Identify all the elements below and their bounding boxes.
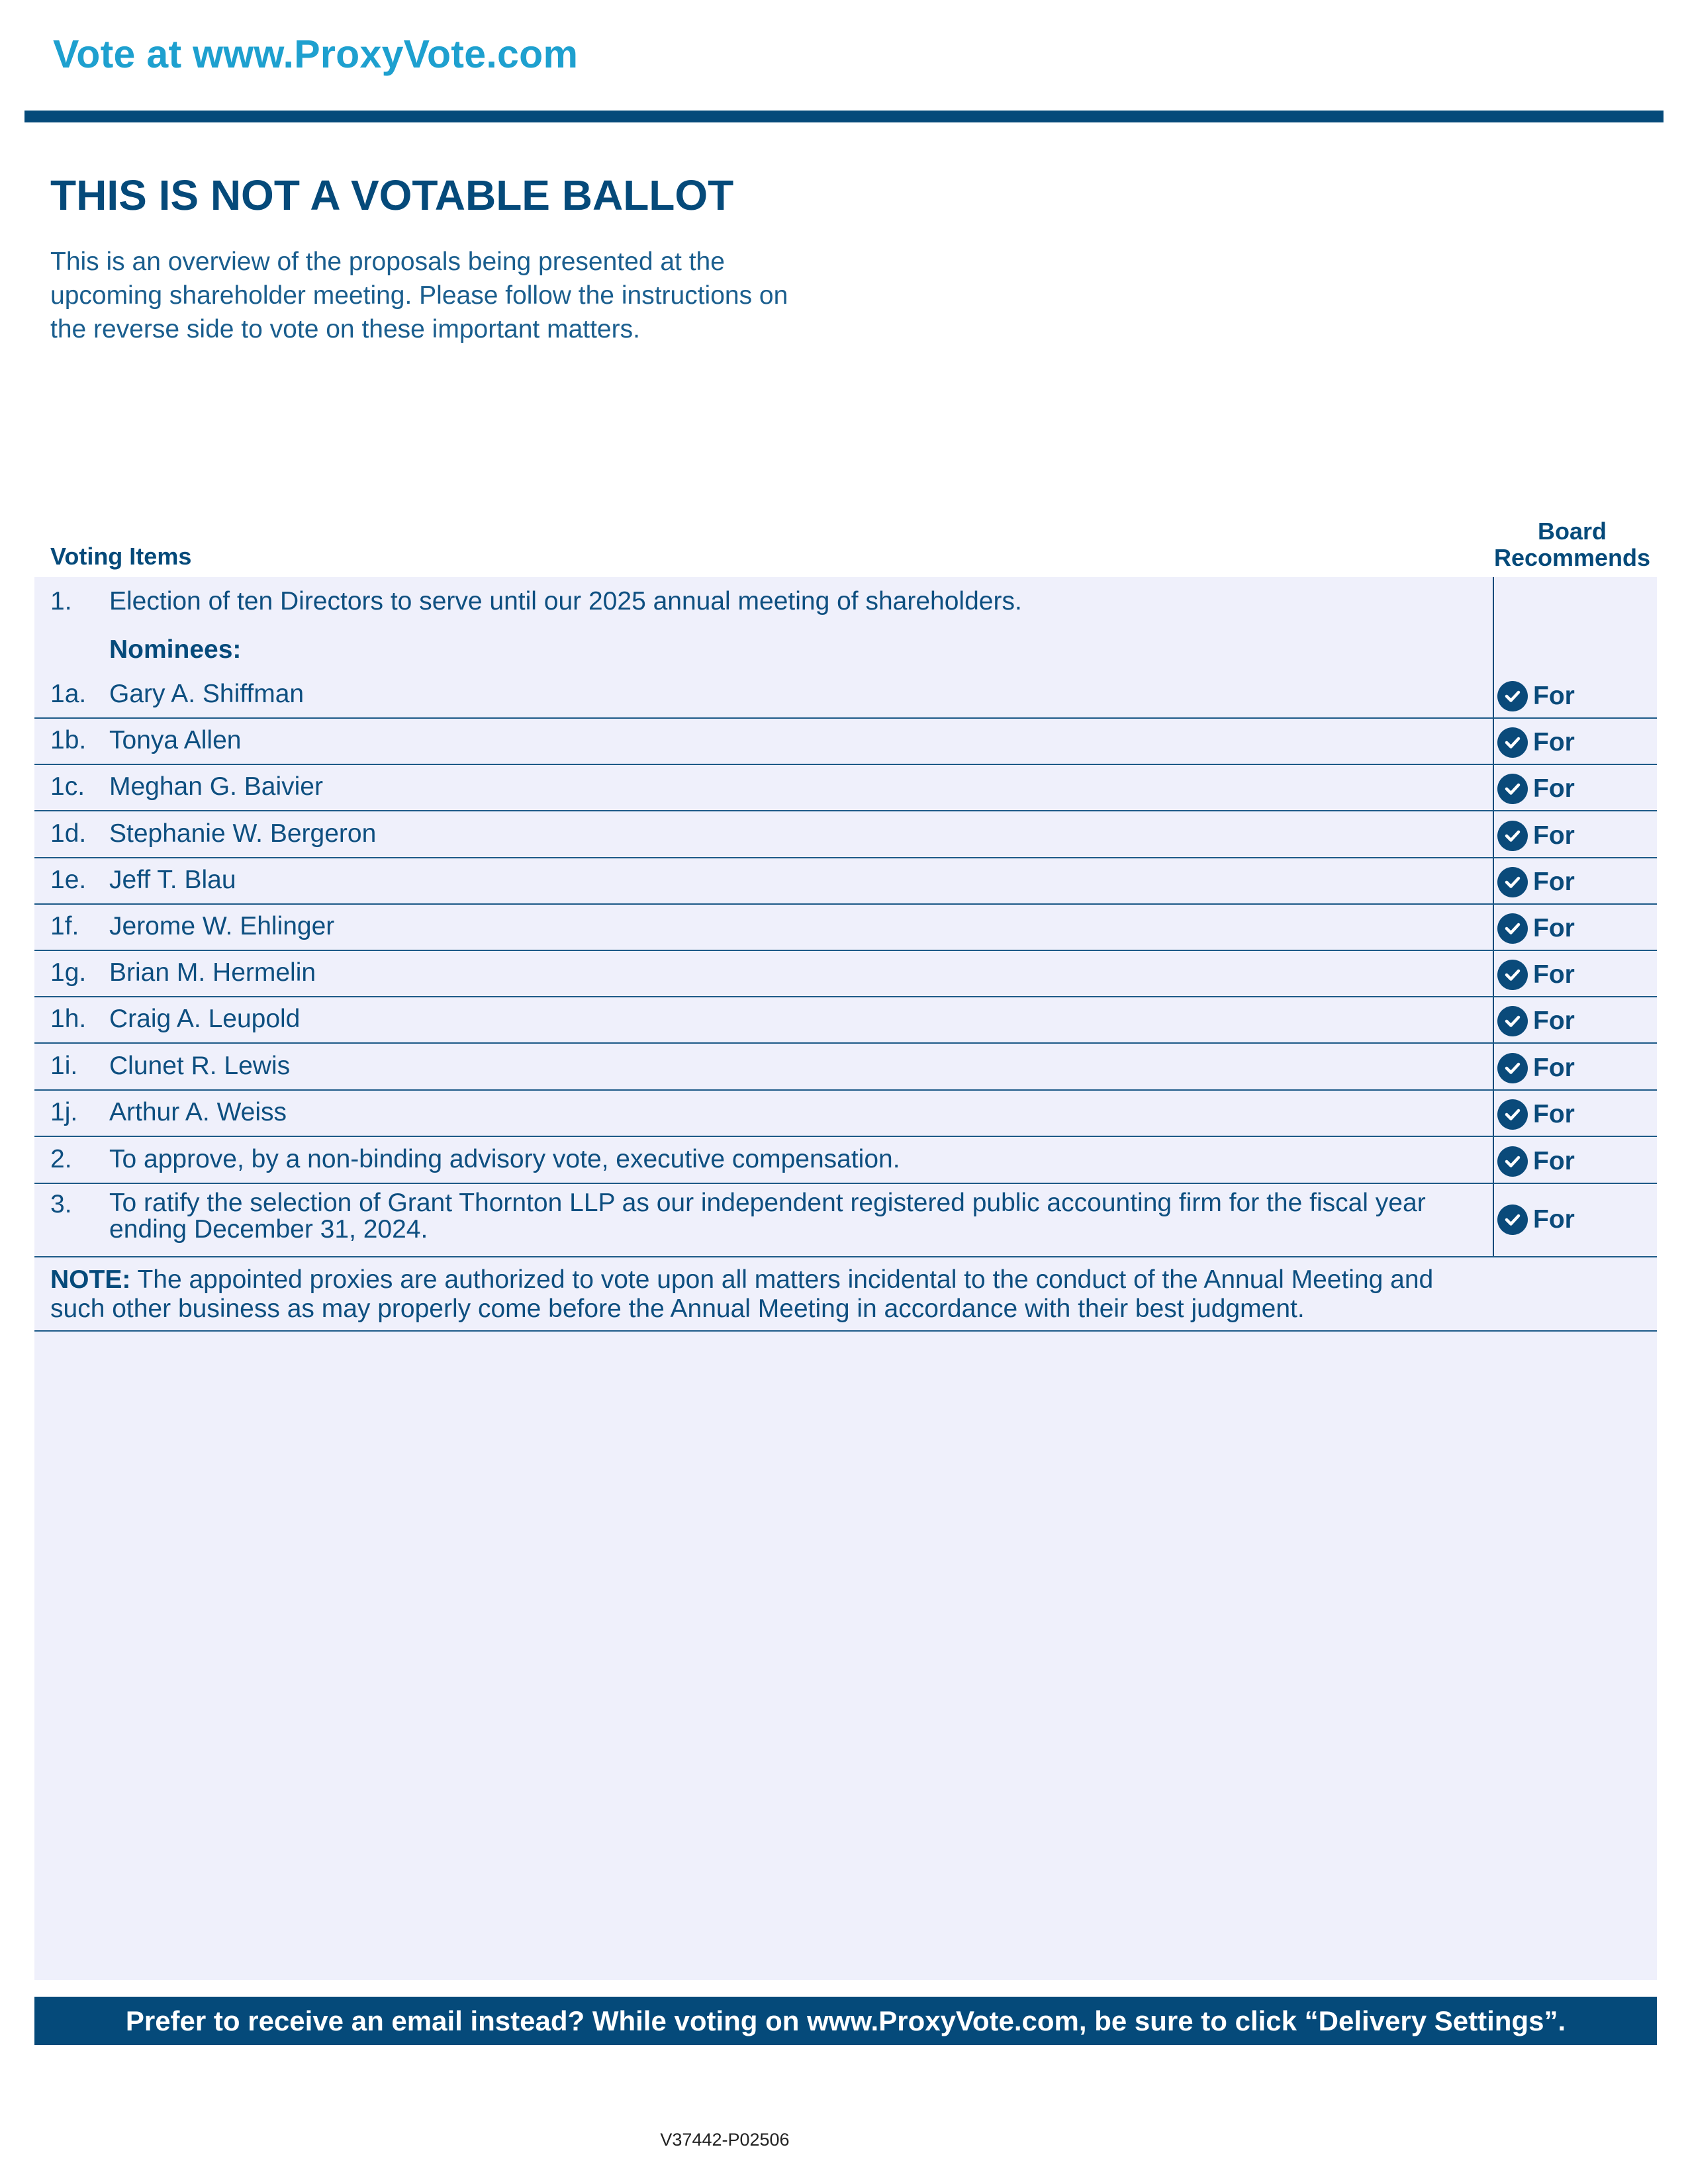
proposal-number: 3. xyxy=(50,1190,72,1218)
nominee-number: 1e. xyxy=(50,866,87,894)
row-divider xyxy=(34,717,1657,719)
note-text: The appointed proxies are authorized to vote upon all matters incidental to the conduct of the Annual Meeting and such other business as may properly come before the Annual Meeting in accordance with their best judgment. xyxy=(50,1265,1434,1323)
nominee-name: Brian M. Hermelin xyxy=(109,958,316,987)
recommendation-label: For xyxy=(1533,914,1575,942)
check-circle-icon xyxy=(1497,1099,1528,1130)
board-recommendation xyxy=(1497,1203,1575,1236)
recommendation-label: For xyxy=(1533,774,1575,803)
proposal-text: To approve, by a non-binding advisory vote, executive compensation. xyxy=(109,1145,900,1173)
nominee-name: Jerome W. Ehlinger xyxy=(109,912,335,940)
nominee-name: Meghan G. Baivier xyxy=(109,772,323,801)
board-recommendation xyxy=(1497,1098,1575,1131)
proposal-text: Election of ten Directors to serve until our 2025 annual meeting of shareholders. xyxy=(109,587,1022,615)
document-code: V37442-P02506 xyxy=(660,2130,790,2150)
intro-line: This is an overview of the proposals being presented at the xyxy=(50,248,725,276)
row-divider xyxy=(34,764,1657,765)
check-circle-icon xyxy=(1497,1146,1528,1177)
nominee-number: 1d. xyxy=(50,819,87,848)
recommendation-label: For xyxy=(1533,1205,1575,1234)
check-circle-icon xyxy=(1497,681,1528,711)
row-divider xyxy=(34,810,1657,811)
recommend-column-divider xyxy=(1493,577,1494,1257)
row-divider xyxy=(34,1089,1657,1091)
nominee-number: 1i. xyxy=(50,1052,78,1080)
page-title: THIS IS NOT A VOTABLE BALLOT xyxy=(50,171,734,219)
board-recommendation xyxy=(1497,726,1575,759)
nominee-name: Gary A. Shiffman xyxy=(109,680,305,708)
row-divider xyxy=(34,1042,1657,1044)
nominees-label: Nominees: xyxy=(109,635,242,664)
header-rule xyxy=(24,111,1664,122)
row-divider xyxy=(34,996,1657,997)
note-paragraph xyxy=(50,1265,1493,1324)
recommendation-label: For xyxy=(1533,821,1575,850)
row-divider xyxy=(34,950,1657,951)
board-recommendation xyxy=(1497,680,1575,713)
board-recommendation xyxy=(1497,1052,1575,1085)
intro-paragraph xyxy=(50,245,878,346)
recommendation-label: For xyxy=(1533,1100,1575,1128)
check-circle-icon xyxy=(1497,960,1528,990)
row-divider xyxy=(34,857,1657,858)
delivery-settings-banner: Prefer to receive an email instead? While voting on www.ProxyVote.com, be sure to click “Delivery Settings”. xyxy=(34,1997,1657,2045)
board-recommendation xyxy=(1497,1005,1575,1038)
nominee-name: Stephanie W. Bergeron xyxy=(109,819,377,848)
board-recommendation xyxy=(1497,912,1575,945)
recommendation-label: For xyxy=(1533,868,1575,896)
recommendation-label: For xyxy=(1533,1054,1575,1082)
nominee-number: 1j. xyxy=(50,1098,78,1126)
recommendation-label: For xyxy=(1533,728,1575,756)
nominee-name: Arthur A. Weiss xyxy=(109,1098,287,1126)
voting-items-heading: Voting Items xyxy=(50,543,192,570)
board-recommendation xyxy=(1497,819,1575,852)
nominee-number: 1c. xyxy=(50,772,85,801)
row-divider xyxy=(34,1183,1657,1184)
intro-line: the reverse side to vote on these important matters. xyxy=(50,315,640,343)
check-circle-icon xyxy=(1497,867,1528,897)
recommendation-label: For xyxy=(1533,1007,1575,1035)
recommendation-label: For xyxy=(1533,682,1575,710)
nominee-name: Tonya Allen xyxy=(109,726,242,754)
recommendation-label: For xyxy=(1533,960,1575,989)
check-circle-icon xyxy=(1497,913,1528,944)
board-heading-line: Recommends xyxy=(1493,544,1651,571)
nominee-number: 1a. xyxy=(50,680,87,708)
proposal-number: 2. xyxy=(50,1145,72,1173)
note-label: NOTE: xyxy=(50,1265,131,1294)
nominee-number: 1g. xyxy=(50,958,87,987)
board-recommendation xyxy=(1497,866,1575,899)
note-divider xyxy=(34,1330,1657,1332)
row-divider xyxy=(34,1136,1657,1137)
proposal-text-line: To ratify the selection of Grant Thornton LLP as our independent registered public accounting firm for the fiscal year xyxy=(109,1189,1426,1217)
vote-link-header[interactable]: Vote at www.ProxyVote.com xyxy=(53,32,579,76)
check-circle-icon xyxy=(1497,774,1528,804)
check-circle-icon xyxy=(1497,727,1528,758)
nominee-number: 1b. xyxy=(50,726,87,754)
proposal-text-line: ending December 31, 2024. xyxy=(109,1215,428,1244)
nominee-number: 1f. xyxy=(50,912,79,940)
board-recommends-heading xyxy=(1483,518,1662,571)
nominee-name: Jeff T. Blau xyxy=(109,866,236,894)
recommendation-label: For xyxy=(1533,1147,1575,1175)
board-recommendation xyxy=(1497,772,1575,805)
check-circle-icon xyxy=(1497,1053,1528,1083)
board-recommendation xyxy=(1497,958,1575,991)
proposal-text xyxy=(109,1190,1426,1243)
check-circle-icon xyxy=(1497,1205,1528,1235)
check-circle-icon xyxy=(1497,821,1528,851)
row-divider xyxy=(34,1256,1657,1257)
intro-line: upcoming shareholder meeting. Please follow the instructions on xyxy=(50,281,788,310)
nominee-name: Clunet R. Lewis xyxy=(109,1052,291,1080)
board-recommendation xyxy=(1497,1145,1575,1178)
nominee-name: Craig A. Leupold xyxy=(109,1005,301,1033)
check-circle-icon xyxy=(1497,1006,1528,1036)
proposal-number: 1. xyxy=(50,587,72,615)
row-divider xyxy=(34,903,1657,905)
nominee-number: 1h. xyxy=(50,1005,87,1033)
board-heading-line: Board xyxy=(1537,518,1607,545)
